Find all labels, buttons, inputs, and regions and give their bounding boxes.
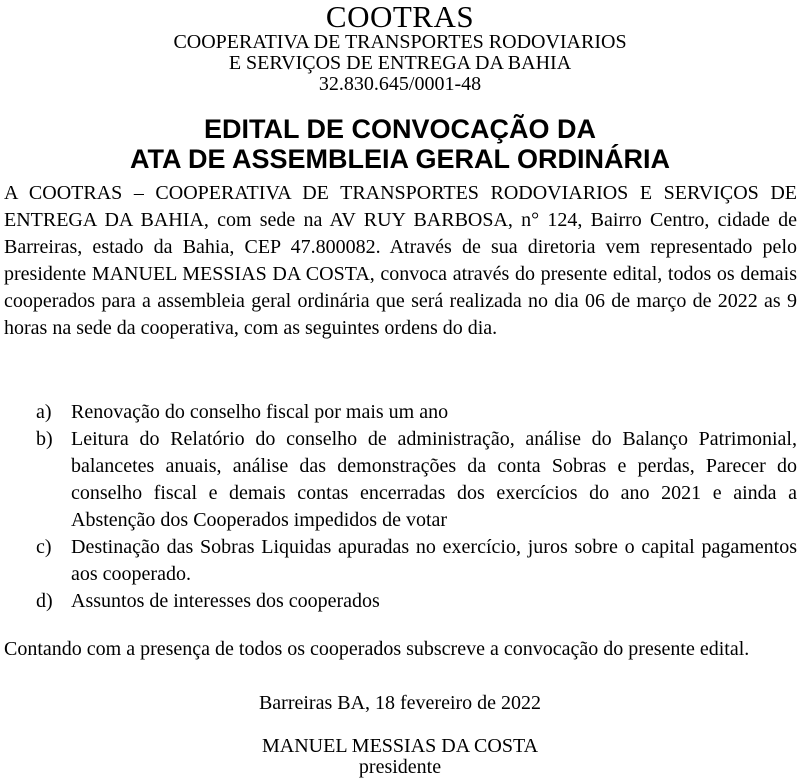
agenda-item-text: Destinação das Sobras Liquidas apuradas no exercício, juros sobre o capital pagamentos aos cooperado.	[71, 536, 797, 585]
agenda-item-text: Leitura do Relatório do conselho de administração, análise do Balanço Patrimonial, balancetes anuais, análise das demonstrações da conta Sobras e perdas, Parecer do conselho fiscal e demais contas encerradas dos exercícios do ano 2021 e ainda a Abstenção dos Cooperados impedidos de votar	[71, 428, 797, 531]
agenda-item	[36, 588, 797, 615]
signature-block	[0, 736, 800, 778]
intro-paragraph: A COOTRAS – COOPERATIVA DE TRANSPORTES RODOVIARIOS E SERVIÇOS DE ENTREGA DA BAHIA, com sede na AV RUY BARBOSA, n° 124, Bairro Centro, cidade de Barreiras, estado da Bahia, CEP 47.800082. Através de sua diretoria vem representado pelo presidente MANUEL MESSIAS DA COSTA, convoca através do presente edital, todos os demais cooperados para a assembleia geral ordinária que será realizada no dia 06 de março de 2022 as 9 horas na sede da cooperativa, com as seguintes ordens do dia.	[4, 182, 797, 339]
title-line-1: EDITAL DE CONVOCAÇÃO DA	[203, 114, 596, 144]
agenda-list	[36, 399, 797, 615]
agenda-item	[36, 399, 797, 426]
organization-cnpj: 32.830.645/0001-48	[318, 73, 482, 95]
agenda-item-marker: b)	[36, 428, 53, 450]
document-header	[0, 0, 800, 95]
signatory-name: MANUEL MESSIAS DA COSTA	[261, 735, 539, 757]
agenda-item	[36, 534, 797, 588]
organization-full-name-line-1: COOPERATIVA DE TRANSPORTES RODOVIARIOS	[173, 31, 627, 53]
signatory-role: presidente	[358, 756, 442, 778]
agenda-item-marker: c)	[36, 536, 52, 558]
agenda-item-marker: d)	[36, 590, 53, 612]
place-and-date: Barreiras BA, 18 fevereiro de 2022	[258, 692, 542, 714]
agenda-item-text: Renovação do conselho fiscal por mais um ano	[71, 401, 449, 423]
document-title	[0, 114, 800, 174]
agenda-item-marker: a)	[36, 401, 52, 423]
closing-paragraph: Contando com a presença de todos os cooperados subscreve a convocação do presente edital.	[4, 638, 750, 660]
organization-full-name-line-2: E SERVIÇOS DE ENTREGA DA BAHIA	[228, 52, 572, 74]
title-line-2: ATA DE ASSEMBLEIA GERAL ORDINÁRIA	[129, 144, 670, 174]
agenda-item	[36, 426, 797, 534]
organization-name: COOTRAS	[325, 0, 475, 34]
agenda-item-text: Assuntos de interesses dos cooperados	[71, 590, 380, 612]
